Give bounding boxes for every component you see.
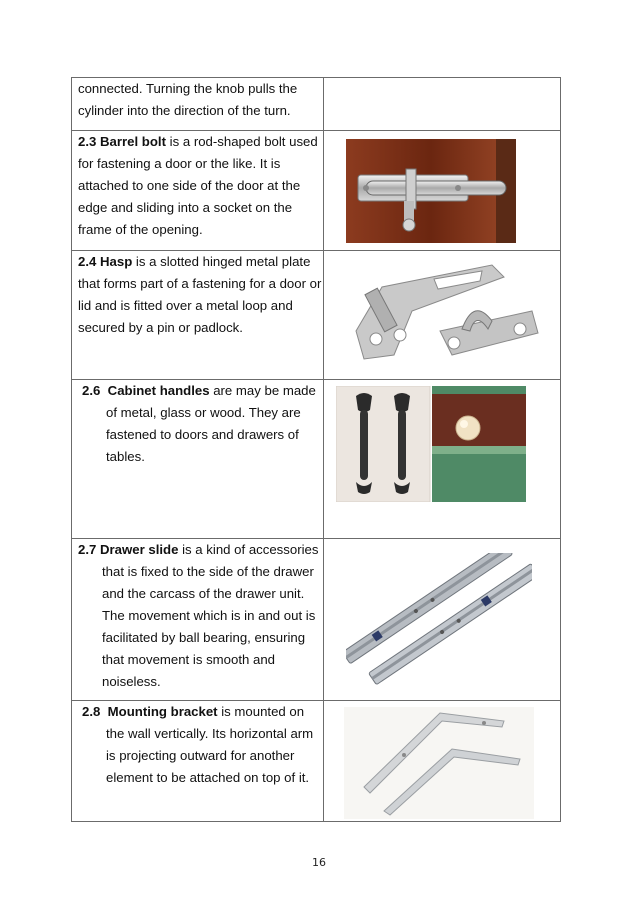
- description-cell: [72, 380, 324, 538]
- description-line: The movement which is in and out is: [102, 608, 316, 623]
- item-term: Hasp: [100, 254, 133, 269]
- description-text: is a rod-shaped bolt used: [165, 134, 318, 149]
- description-line: connected. Turning the knob pulls the: [78, 81, 298, 96]
- description-line: attached to one side of the door at the: [78, 178, 301, 193]
- description-line: secured by a pin or padlock.: [78, 320, 243, 335]
- description-line: tables.: [106, 449, 145, 464]
- image-cell: [324, 380, 560, 538]
- item-number: 2.4: [78, 254, 97, 269]
- item-number: 2.8: [82, 704, 101, 719]
- table-row: [71, 379, 561, 539]
- description-first-line: [82, 701, 304, 723]
- description-line: edge and sliding into a socket on the: [78, 200, 293, 215]
- description-line: that is fixed to the side of the drawer: [102, 564, 314, 579]
- description-first-line: [78, 539, 318, 561]
- barrel-bolt-photo: [346, 139, 516, 243]
- page-number: 16: [312, 856, 326, 869]
- description-first-line: [78, 131, 318, 153]
- description-text: are may be made: [209, 383, 316, 398]
- item-term: Barrel bolt: [100, 134, 166, 149]
- description-line: noiseless.: [102, 674, 161, 689]
- description-line: and the carcass of the drawer unit.: [102, 586, 305, 601]
- item-term: Cabinet handles: [107, 383, 210, 398]
- table-row: [71, 77, 561, 131]
- table-row: [71, 538, 561, 701]
- description-cell: [72, 251, 324, 379]
- description-text: is a kind of accessories: [178, 542, 319, 557]
- image-cell: [324, 539, 560, 700]
- description-first-line: [82, 380, 316, 402]
- description-line: cylinder into the direction of the turn.: [78, 103, 291, 118]
- description-line: of metal, glass or wood. They are: [106, 405, 301, 420]
- description-line: is projecting outward for another: [106, 748, 295, 763]
- description-line: for fastening a door or the like. It is: [78, 156, 281, 171]
- description-text: is mounted on: [217, 704, 305, 719]
- table-row: [71, 130, 561, 251]
- description-cell: [72, 701, 324, 821]
- description-line: that movement is smooth and: [102, 652, 275, 667]
- item-number: 2.3: [78, 134, 97, 149]
- description-first-line: [78, 251, 310, 273]
- item-term: Mounting bracket: [107, 704, 218, 719]
- description-cell: [72, 78, 324, 130]
- description-line: fastened to doors and drawers of: [106, 427, 299, 442]
- description-line: element to be attached on top of it.: [106, 770, 310, 785]
- image-cell: [324, 701, 560, 821]
- description-line: frame of the opening.: [78, 222, 203, 237]
- table-row: [71, 700, 561, 822]
- item-term: Drawer slide: [100, 542, 179, 557]
- image-cell: [324, 78, 560, 130]
- item-number: 2.7: [78, 542, 97, 557]
- description-line: lid and is fitted over a metal loop and: [78, 298, 293, 313]
- description-line: that forms part of a fastening for a door or: [78, 276, 322, 291]
- mounting-bracket-photo: [344, 707, 534, 819]
- description-text: is a slotted hinged metal plate: [132, 254, 311, 269]
- description-line: facilitated by ball bearing, ensuring: [102, 630, 306, 645]
- drawer-slide-photo: [346, 553, 532, 691]
- image-cell: [324, 131, 560, 250]
- cabinet-handles-photo: [336, 386, 526, 502]
- table-row: [71, 250, 561, 380]
- item-number: 2.6: [82, 383, 101, 398]
- image-cell: [324, 251, 560, 379]
- description-line: the wall vertically. Its horizontal arm: [106, 726, 314, 741]
- description-cell: [72, 539, 324, 700]
- description-cell: [72, 131, 324, 250]
- hasp-photo: [342, 259, 542, 373]
